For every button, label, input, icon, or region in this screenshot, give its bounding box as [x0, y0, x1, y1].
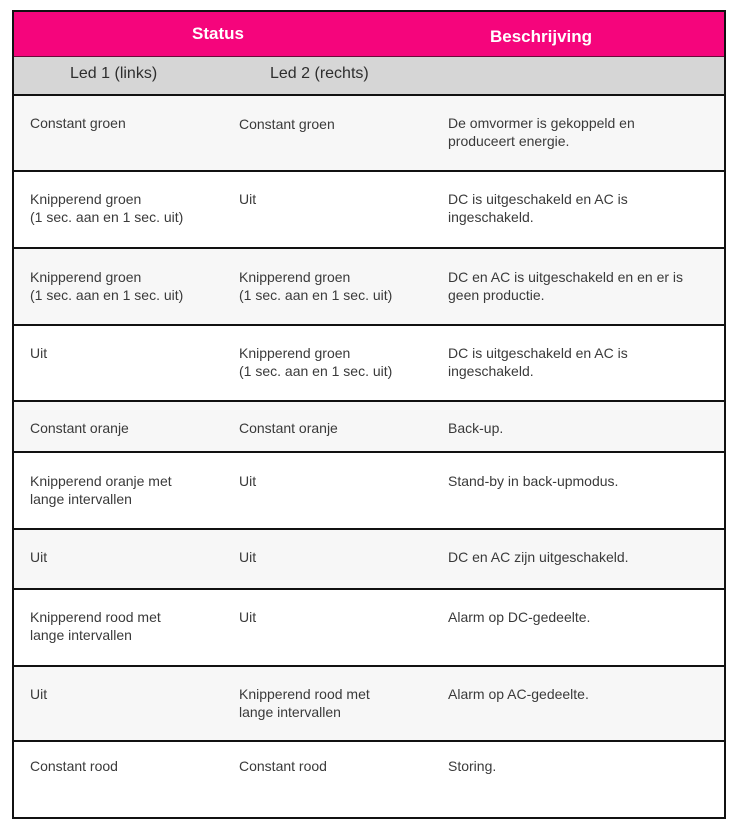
table-header — [14, 12, 724, 57]
header-description: Beschrijving — [490, 27, 593, 46]
cell-description: Storing. — [448, 758, 497, 774]
table-row — [14, 96, 724, 172]
cell-led1: Knipperend groen (1 sec. aan en 1 sec. uit) — [30, 269, 184, 303]
cell-led2: Constant oranje — [239, 420, 338, 436]
table-subheader — [14, 57, 724, 96]
table-row — [14, 172, 724, 249]
cell-led2: Constant rood — [239, 758, 327, 774]
cell-description: Alarm op AC-gedeelte. — [448, 686, 589, 702]
cell-led1: Knipperend rood met lange intervallen — [30, 609, 161, 643]
cell-led2: Knipperend groen (1 sec. aan en 1 sec. uit) — [239, 345, 393, 379]
table-row — [14, 590, 724, 667]
cell-led1: Uit — [30, 686, 48, 702]
cell-led1: Knipperend oranje met lange intervallen — [30, 473, 172, 507]
cell-led2: Uit — [239, 473, 257, 489]
cell-led2: Knipperend groen (1 sec. aan en 1 sec. uit) — [239, 269, 393, 303]
cell-led2: Uit — [239, 549, 257, 565]
table-row — [14, 453, 724, 530]
table-row — [14, 742, 724, 817]
cell-led2: Uit — [239, 191, 257, 207]
cell-led2: Constant groen — [239, 116, 335, 132]
cell-led2: Knipperend rood met lange intervallen — [239, 686, 370, 720]
subheader-led2: Led 2 (rechts) — [270, 65, 369, 82]
cell-description: Alarm op DC-gedeelte. — [448, 609, 591, 625]
cell-led1: Knipperend groen (1 sec. aan en 1 sec. uit) — [30, 191, 184, 225]
table-row — [14, 402, 724, 453]
cell-led1: Uit — [30, 345, 48, 361]
cell-description: DC en AC is uitgeschakeld en en er is geen productie. — [448, 269, 684, 303]
cell-led1: Constant groen — [30, 115, 126, 131]
table-row — [14, 667, 724, 742]
header-status: Status — [192, 24, 244, 43]
cell-description: DC is uitgeschakeld en AC is ingeschakeld. — [448, 191, 628, 225]
cell-description: Stand-by in back-upmodus. — [448, 473, 619, 489]
cell-description: Back-up. — [448, 420, 504, 436]
cell-description: DC is uitgeschakeld en AC is ingeschakeld. — [448, 345, 628, 379]
cell-led1: Constant oranje — [30, 420, 129, 436]
led-status-table — [12, 10, 726, 819]
cell-description: De omvormer is gekoppeld en produceert energie. — [448, 115, 635, 149]
cell-led1: Constant rood — [30, 758, 118, 774]
subheader-led1: Led 1 (links) — [70, 65, 158, 82]
cell-led2: Uit — [239, 609, 257, 625]
table-row — [14, 530, 724, 590]
cell-description: DC en AC zijn uitgeschakeld. — [448, 549, 629, 565]
table-row — [14, 326, 724, 402]
table-row — [14, 249, 724, 326]
cell-led1: Uit — [30, 549, 48, 565]
